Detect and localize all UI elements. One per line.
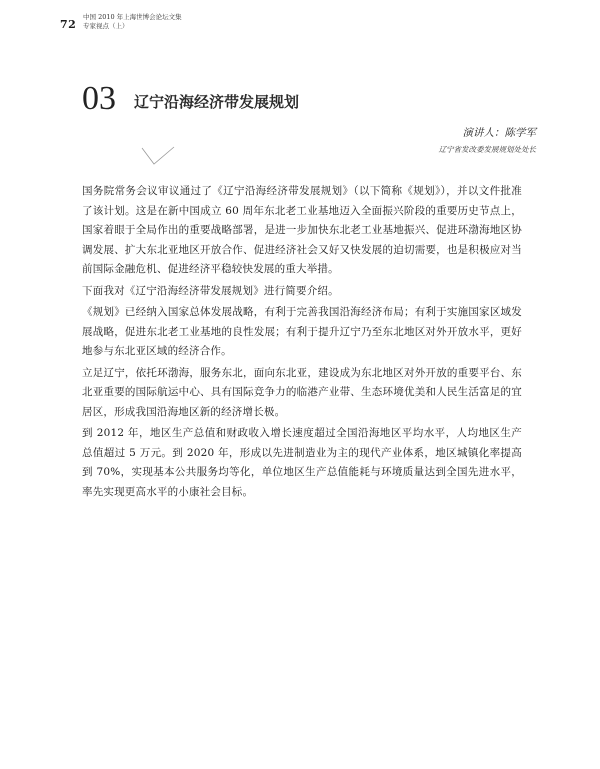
- chapter-title: 辽宁沿海经济带发展规划: [134, 93, 300, 111]
- article-body: [82, 182, 522, 504]
- speaker-name: 演讲人：陈学军: [462, 127, 536, 139]
- page-number: 72: [60, 18, 77, 31]
- speaker-title: 辽宁省发改委发展规划处处长: [438, 145, 536, 154]
- paragraph-4: 立足辽宁，依托环渤海，服务东北，面向东北亚，建设成为东北地区对外开放的重要平台、东北亚重要的国际航运中心、具有国际竞争力的临港产业带、生态环境优美和人民生活富足的宜居区，形成我国沿海地区新的经济增长极。: [82, 366, 522, 418]
- chapter-number: 03: [82, 80, 116, 117]
- paragraph-2: 下面我对《辽宁沿海经济带发展规划》进行简要介绍。: [82, 284, 339, 297]
- decorative-check-mark: [141, 146, 175, 168]
- paragraph-1: 国务院常务会议审议通过了《辽宁沿海经济带发展规划》（以下简称《规划》），并以文件批准了该计划。这是在新中国成立 60 周年东北老工业基地迈入全面振兴阶段的重要历史节点上，国家着眼于全局作出的重要战略部署，是进一步加快东北老工业基地振兴、促进环渤海地区协调发展、扩大东北亚地区开放合作、促进经济社会又好又快发展的迫切需要，也是积极应对当前国际金融危机、促进经济平稳较快发展的重大举措。: [82, 185, 522, 275]
- header-book-title: 中国 2010 年上海世博会论坛文集: [83, 13, 182, 21]
- header-section-title: 专家视点（上）: [83, 22, 129, 30]
- paragraph-3: 《规划》已经纳入国家总体发展战略，有利于完善我国沿海经济布局；有利于实施国家区域发展战略，促进东北老工业基地的良性发展；有利于提升辽宁乃至东北地区对外开放水平，更好地参与东北亚区域的经济合作。: [82, 306, 522, 357]
- paragraph-5: 到 2012 年，地区生产总值和财政收入增长速度超过全国沿海地区平均水平，人均地区生产总值超过 5 万元。到 2020 年，形成以先进制造业为主的现代产业体系，地区城镇化率提高到 70%，实现基本公共服务均等化，单位地区生产总值能耗与环境质量达到全国先进水平，率先实现更高水平的小康社会目标。: [82, 427, 522, 498]
